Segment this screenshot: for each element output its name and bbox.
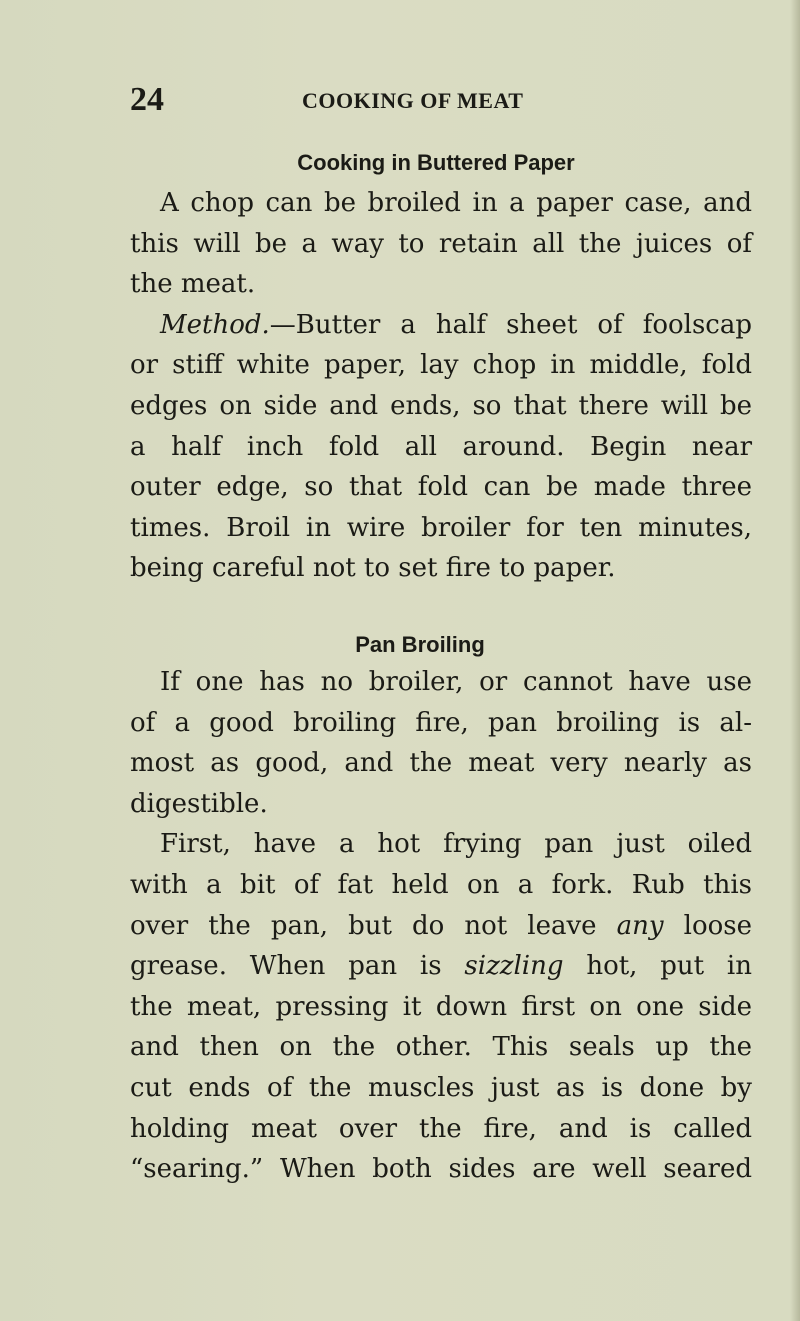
page-number: 24 [130, 81, 164, 118]
running-head [130, 80, 710, 120]
text-line: If one has no broiler, or cannot have use [160, 667, 752, 697]
text-line: cut ends of the muscles just as is done by [130, 1072, 752, 1103]
text-line: being careful not to set fire to paper. [130, 553, 616, 584]
text-line: holding meat over the fire, and is called [130, 1113, 752, 1144]
text-line: edges on side and ends, so that there will be [130, 390, 752, 421]
text-line: or stiff white paper, lay chop in middle, fold [130, 350, 752, 381]
text-line: most as good, and the meat very nearly as [130, 748, 752, 779]
text-line: the meat, pressing it down first on one side [130, 991, 752, 1022]
method-text: —Butter a half sheet of foolscap [269, 309, 752, 340]
text-line: of a good broiling fire, pan broiling is al- [130, 707, 752, 738]
emphasis-sizzling: sizzling [464, 951, 564, 982]
text-line: A chop can be broiled in a paper case, and [160, 188, 752, 218]
text-line: the meat. [130, 269, 256, 300]
text-fragment: over the pan, but do not leave [130, 910, 597, 941]
text-fragment: hot, put in [586, 951, 752, 982]
text-line: “searing.” When both sides are well seared [130, 1154, 752, 1185]
section-heading-pan-broiling: Pan Broiling [355, 632, 485, 657]
text-fragment: grease. When pan is [130, 951, 442, 982]
page-edge-shadow [790, 0, 800, 1321]
text-line [130, 906, 752, 947]
text-line: First, have a hot frying pan just oiled [160, 829, 752, 860]
text-line: outer edge, so that fold can be made three [130, 472, 752, 503]
text-line: a half inch fold all around. Begin near [130, 431, 752, 462]
text-line: digestible. [130, 788, 268, 819]
text-line [130, 946, 752, 987]
text-line: times. Broil in wire broiler for ten minutes, [130, 512, 752, 543]
section-heading-buttered-paper: Cooking in Buttered Paper [297, 150, 575, 175]
method-label: Method. [160, 309, 270, 340]
text-fragment: loose [683, 910, 753, 941]
text-line [130, 305, 752, 346]
text-line: and then on the other. This seals up the [130, 1032, 752, 1063]
text-line: this will be a way to retain all the juices of [130, 228, 752, 259]
section-body-pan-broiling [130, 662, 752, 1190]
emphasis-any: any [616, 910, 664, 941]
running-title: COOKING OF MEAT [302, 88, 524, 113]
text-line: with a bit of fat held on a fork. Rub this [130, 869, 752, 900]
section-body-buttered-paper [130, 183, 752, 589]
